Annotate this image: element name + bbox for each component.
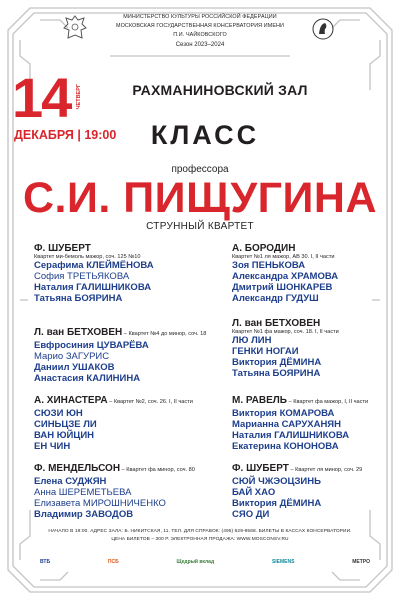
- composer: А. БОРОДИН: [232, 243, 296, 254]
- ministry-text: [110, 13, 290, 40]
- concert-title: КЛАСС: [150, 120, 260, 150]
- performer: СЯО ДИ: [232, 509, 270, 520]
- performer: Виктория ДЁМИНА: [232, 498, 322, 509]
- professor-label: профессора: [171, 164, 229, 175]
- performer: София ТРЕТЬЯКОВА: [34, 271, 130, 282]
- performer: Наталия ГАЛИШНИКОВА: [232, 430, 350, 441]
- footer-line1: НАЧАЛО В 19:00. АДРЕС ЗАЛА: Б. НИКИТСКАЯ, 11. ТЕЛ. ДЛЯ СПРАВОК: (495) 629-9568. БИЛЕТЫ В КАССАХ КОНСЕРВАТОРИИ.: [48, 529, 352, 534]
- sponsor-logo: ВТБ: [40, 559, 51, 565]
- program-item: [232, 243, 338, 304]
- work: – Квартет ля минор, соч. 29: [288, 467, 363, 473]
- composer: Ф. МЕНДЕЛЬСОН: [34, 463, 121, 474]
- performer: Серафима КЛЕЙМЁНОВА: [34, 260, 154, 271]
- performer: Анастасия КАЛИНИНА: [34, 373, 141, 384]
- performer: Владимир ЗАВОДОВ: [34, 509, 134, 520]
- footer-info: [20, 528, 380, 544]
- event-month-time: ДЕКАБРЯ | 19:00: [14, 128, 117, 142]
- performer: Евфросиния ЦУВАРЁВА: [34, 340, 149, 351]
- program-item: [34, 390, 193, 452]
- performer: СЮЙ ЧЖЭОЦЗИНЬ: [232, 476, 321, 487]
- performer: Екатерина КОНОНОВА: [232, 441, 339, 452]
- composer: Л. ван БЕТХОВЕН: [232, 318, 321, 329]
- performer: Александр ГУДУШ: [232, 293, 319, 304]
- performer: Виктория КОМАРОВА: [232, 408, 335, 419]
- work: – Квартет №4 до минор, соч. 18: [122, 331, 207, 337]
- ministry-line2: МОСКОВСКАЯ ГОСУДАРСТВЕННАЯ КОНСЕРВАТОРИЯ ИМЕНИ П.И. ЧАЙКОВСКОГО: [115, 23, 284, 38]
- composer: А. ХИНАСТЕРА: [34, 395, 108, 406]
- professor-name: С.И. ПИЩУГИНА: [22, 174, 378, 222]
- composer: Ф. ШУБЕРТ: [34, 243, 91, 254]
- ministry-line1: МИНИСТЕРСТВО КУЛЬТУРЫ РОССИЙСКОЙ ФЕДЕРАЦИИ: [123, 14, 277, 20]
- performer: Марианна САРУХАНЯН: [232, 419, 341, 430]
- program-item: [232, 390, 368, 452]
- program-item: [34, 322, 206, 384]
- program-item: [34, 243, 154, 304]
- performer: ВАН ЮЙЦИН: [34, 430, 95, 441]
- performer: ГЕНКИ НОГАИ: [232, 346, 299, 357]
- performer: Дмитрий ШОНКАРЕВ: [232, 282, 333, 293]
- concert-subtitle: СТРУННЫЙ КВАРТЕТ: [146, 221, 254, 232]
- sponsor-logos: [40, 555, 370, 569]
- performer: Виктория ДЁМИНА: [232, 357, 322, 368]
- performer: Александра ХРАМОВА: [232, 271, 339, 282]
- ministry-emblem-icon: [62, 14, 88, 42]
- conservatory-logo-icon: [312, 18, 334, 40]
- performer: Анна ШЕРЕМЕТЬЕВА: [34, 487, 132, 498]
- performer: ЛЮ ЛИН: [232, 335, 272, 346]
- work: – Квартет фа мажор, I, II части: [287, 399, 369, 405]
- performer: СИНЬЦЗЕ ЛИ: [34, 419, 97, 430]
- composer: Л. ван БЕТХОВЕН: [34, 327, 123, 338]
- season-label: Сезон 2023–2024: [175, 42, 225, 48]
- sponsor-logo: Щедрый вклад: [176, 559, 215, 565]
- event-day: 14: [12, 66, 71, 129]
- performer: Елизавета МИРОШНИЧЕНКО: [34, 498, 166, 509]
- performer: ЕН ЧИН: [34, 441, 71, 452]
- work: Квартет №1 ля мажор, АВ 30. I, II части: [232, 254, 335, 260]
- program-item: [232, 318, 339, 379]
- work: Квартет ми-бемоль мажор, соч. 125 №10: [34, 254, 141, 260]
- composer: Ф. ШУБЕРТ: [232, 463, 289, 474]
- performer: БАЙ ХАО: [232, 487, 276, 498]
- performer: СЮЗИ ЮН: [34, 408, 83, 419]
- performer: Даниил УШАКОВ: [34, 362, 115, 373]
- hall-name: РАХМАНИНОВСКИЙ ЗАЛ: [132, 82, 308, 98]
- work: – Квартет №2, соч. 26. I, II части: [107, 399, 193, 405]
- composer: М. РАВЕЛЬ: [232, 395, 287, 406]
- footer-line2: ЦЕНА БИЛЕТОВ – 300 Р. ЭЛЕКТРОННАЯ ПРОДАЖА: WWW.MOSCONSV.RU: [111, 537, 289, 542]
- sponsor-logo: SIEMENS: [271, 559, 295, 565]
- performer: Наталия ГАЛИШНИКОВА: [34, 282, 152, 293]
- sponsor-logo: ПСБ: [107, 559, 119, 565]
- performer: Татьяна БОЯРИНА: [34, 293, 123, 304]
- event-weekday: ЧЕТВЕРГ: [76, 84, 82, 110]
- performer: Зоя ПЕНЬКОВА: [232, 260, 306, 271]
- sponsor-logo: МЕТРО: [352, 559, 370, 565]
- program-item: [232, 458, 362, 520]
- work: Квартет №1 фа мажор, соч. 18. I, II части: [232, 329, 339, 335]
- work: – Квартет фа минор, соч. 80: [120, 467, 195, 473]
- performer: Елена СУДЖЯН: [34, 476, 107, 487]
- performer: Марио ЗАГУРИС: [34, 351, 110, 362]
- program-item: [34, 458, 195, 520]
- performer: Татьяна БОЯРИНА: [232, 368, 321, 379]
